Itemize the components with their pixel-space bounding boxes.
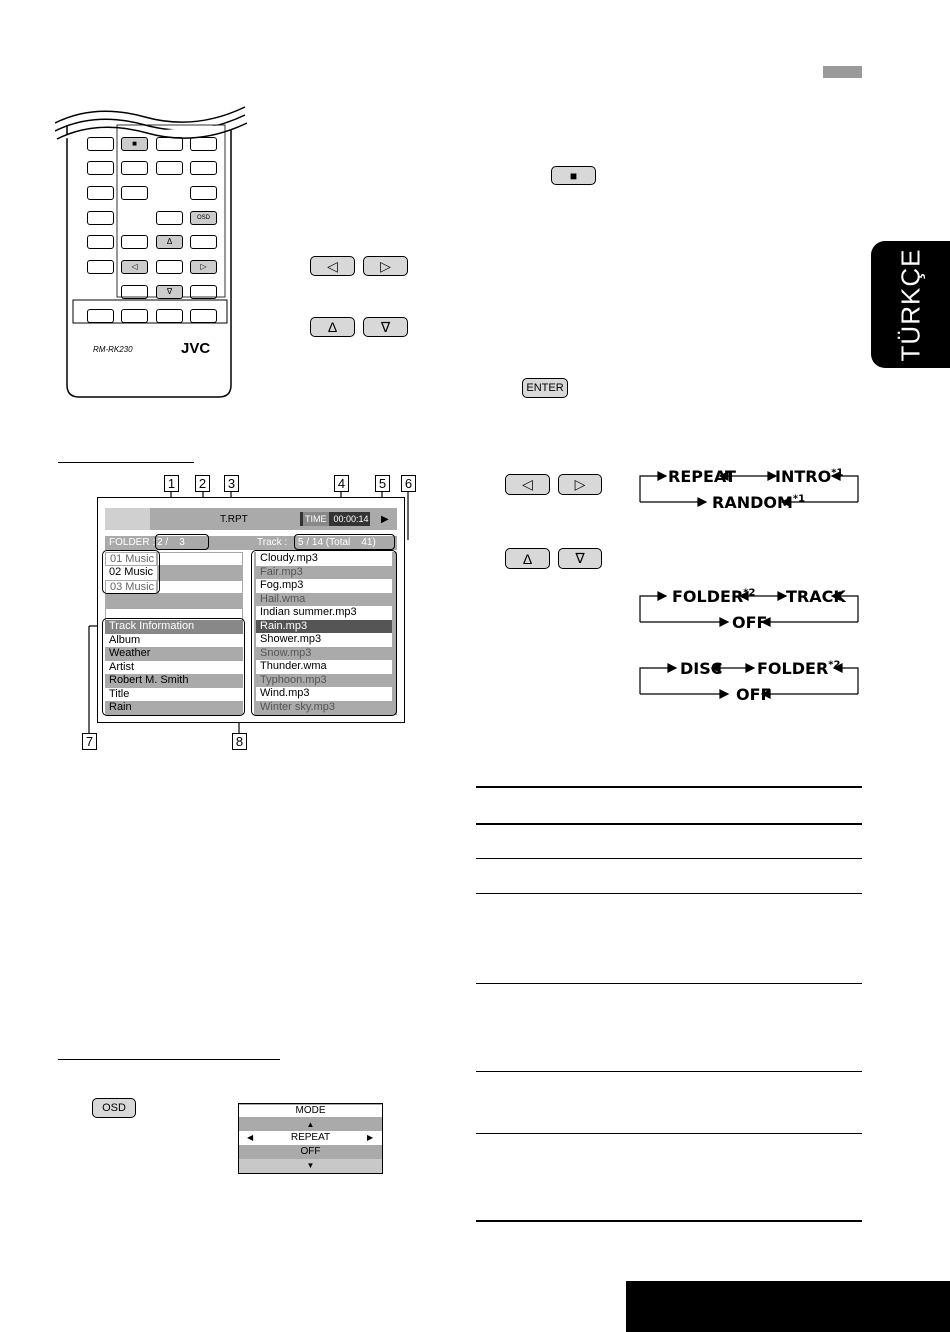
flow2-folder-label: FOLDER	[672, 587, 744, 606]
flow1-intro	[775, 467, 843, 486]
section-rule-2	[58, 1059, 280, 1060]
track-item[interactable]: Fog.mp3	[256, 579, 392, 593]
track-item[interactable]: Snow.mp3	[260, 646, 312, 659]
remote-osd-button[interactable]: OSD	[190, 211, 217, 225]
up-key-mode[interactable]: Δ	[505, 548, 550, 569]
folder-item[interactable]: 03 Music	[105, 580, 157, 594]
track-item[interactable]: Hail.wma	[260, 592, 306, 605]
left-key[interactable]: ◁	[310, 256, 355, 276]
flow1-random	[712, 493, 805, 512]
track-info-row: Weather	[105, 647, 243, 661]
page-footer-block	[626, 1281, 950, 1332]
remote-right-button[interactable]: ▷	[190, 260, 217, 274]
track-value: 5 / 14 (Total 41)	[298, 537, 376, 548]
right-key[interactable]: ▷	[363, 256, 408, 276]
track-item-selected[interactable]: Rain.mp3	[256, 620, 392, 634]
repeat-status: T.RPT	[220, 514, 248, 525]
callout-5: 5	[375, 475, 390, 492]
table-rule	[476, 1133, 862, 1134]
folder-item[interactable]: 01 Music	[105, 552, 157, 566]
track-info-row: Artist	[105, 661, 243, 675]
stop-key[interactable]: ■	[551, 166, 596, 185]
left-key-mode[interactable]: ◁	[505, 474, 550, 495]
callout-1: 1	[164, 475, 179, 492]
up-key[interactable]: Δ	[310, 317, 355, 337]
mode-menu-down-icon[interactable]: ▼	[306, 1161, 315, 1170]
callout-8: 8	[232, 733, 247, 750]
callout-4: 4	[334, 475, 349, 492]
mode-menu-right-icon[interactable]: ▶	[367, 1133, 374, 1142]
time-label: TIME	[305, 514, 327, 524]
flow1-random-label: RANDOM	[712, 493, 793, 512]
right-key-mode[interactable]: ▷	[558, 474, 602, 495]
folder-value: 2 / 3	[157, 537, 185, 548]
callout-6: 6	[401, 475, 416, 492]
osd-screen	[97, 497, 405, 723]
flow3-disc: DISC	[680, 659, 723, 678]
flow2-folder-note: *2	[743, 587, 756, 599]
table-rule	[476, 893, 862, 894]
down-key-mode[interactable]: ∇	[558, 548, 602, 569]
track-item[interactable]: Typhoon.mp3	[260, 673, 327, 686]
flow2-folder	[672, 587, 755, 606]
mode-menu-value: REPEAT	[290, 1132, 331, 1143]
mode-menu-title: MODE	[239, 1105, 382, 1117]
track-label: Track :	[257, 537, 288, 548]
flow1-intro-note: *1	[831, 467, 844, 479]
flow3-off: OFF	[736, 685, 772, 704]
table-rule	[476, 823, 862, 825]
track-item[interactable]: Shower.mp3	[256, 633, 392, 647]
callout-7: 7	[82, 733, 97, 750]
track-item[interactable]: Cloudy.mp3	[256, 552, 392, 566]
enter-key[interactable]: ENTER	[522, 378, 568, 398]
remote-model-label: RM-RK230	[93, 345, 133, 354]
osd-key[interactable]: OSD	[92, 1098, 136, 1118]
track-item[interactable]: Indian summer.mp3	[256, 606, 392, 620]
track-info-header: Track Information	[105, 620, 243, 634]
remote-down-button[interactable]: ∇	[156, 285, 183, 299]
track-info-row: Title	[105, 688, 243, 702]
mode-menu-up-icon[interactable]: ▲	[306, 1120, 315, 1129]
track-item[interactable]: Thunder.wma	[256, 660, 392, 674]
flow3-folder	[757, 659, 840, 678]
remote-brand-logo: JVC	[181, 340, 211, 357]
flow3-folder-note: *2	[828, 659, 841, 671]
remote-left-button[interactable]: ◁	[121, 260, 148, 274]
track-item[interactable]: Winter sky.mp3	[260, 700, 335, 713]
table-rule	[476, 1220, 862, 1222]
table-rule	[476, 983, 862, 984]
flow1-repeat: REPEAT	[668, 467, 736, 486]
remote-stop-button[interactable]: ■	[121, 137, 148, 151]
folder-item[interactable]: 02 Music	[105, 566, 157, 580]
folder-label: FOLDER :	[109, 537, 156, 548]
flow1-random-note: *1	[792, 493, 806, 505]
track-item[interactable]: Fair.mp3	[260, 565, 303, 578]
flow2-off: OFF	[732, 613, 768, 632]
mode-menu-left-icon[interactable]: ◀	[247, 1133, 254, 1142]
callout-3: 3	[224, 475, 239, 492]
flow2-track: TRACK	[786, 587, 846, 606]
track-info-row: Rain	[105, 701, 243, 715]
table-rule	[476, 858, 862, 859]
flow3-folder-label: FOLDER	[757, 659, 829, 678]
play-icon: ▶	[381, 514, 389, 525]
track-info-row: Robert M. Smith	[105, 674, 243, 688]
time-value: 00:00:14	[333, 514, 369, 524]
table-rule	[476, 786, 862, 788]
down-key[interactable]: ∇	[363, 317, 408, 337]
time-box	[300, 512, 370, 526]
table-rule	[476, 1071, 862, 1072]
remote-up-button[interactable]: Δ	[156, 235, 183, 249]
mode-menu	[238, 1103, 383, 1174]
mode-menu-sub: OFF	[300, 1146, 321, 1157]
track-item[interactable]: Wind.mp3	[256, 687, 392, 701]
track-info-row: Album	[105, 634, 243, 648]
flow1-intro-label: INTRO	[775, 467, 832, 486]
language-tab-label: TÜRKÇE	[895, 248, 925, 361]
callout-2: 2	[195, 475, 210, 492]
